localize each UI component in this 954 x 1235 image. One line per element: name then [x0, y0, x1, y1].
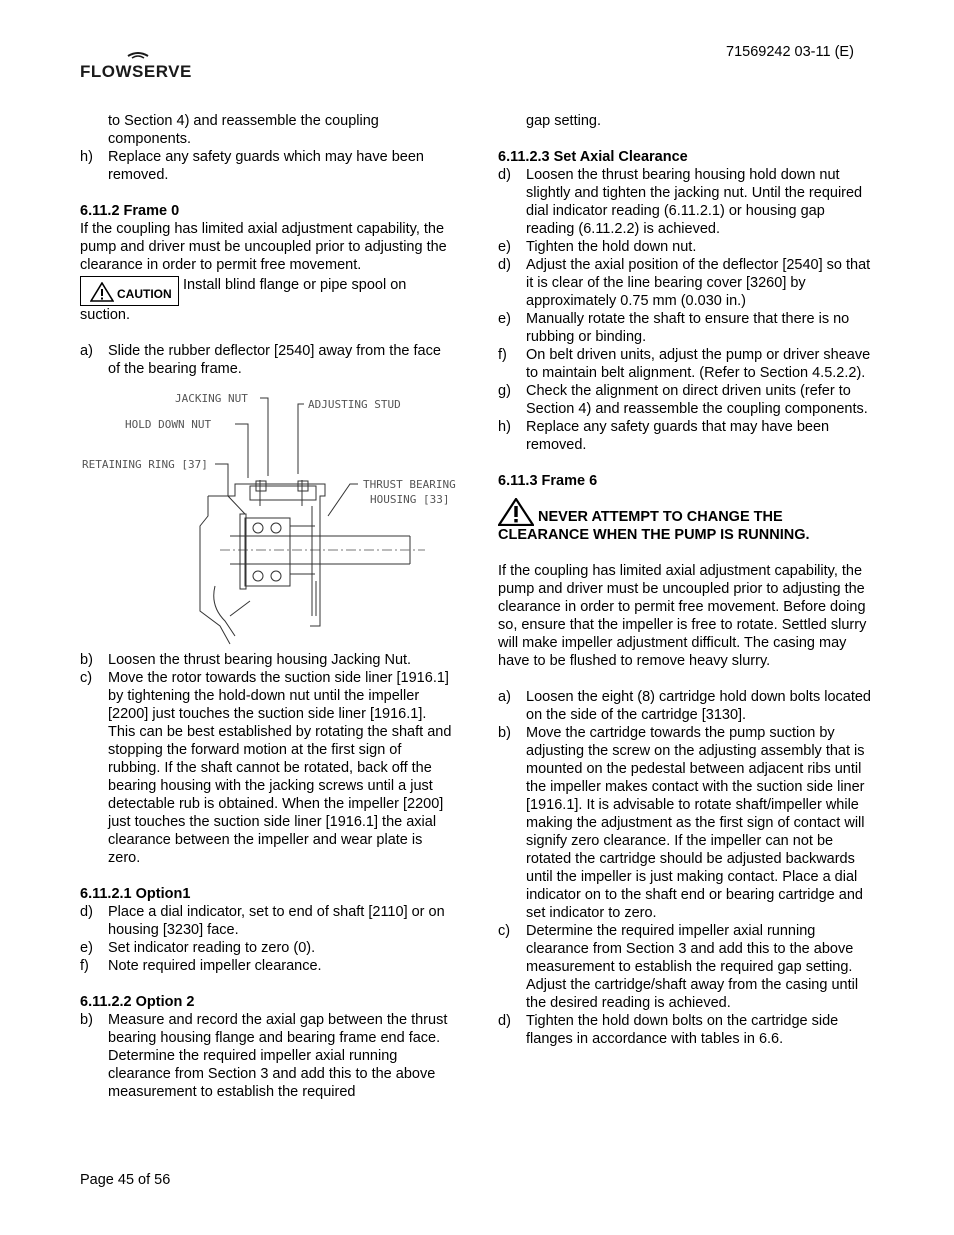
list-item	[80, 342, 456, 378]
bearing-housing-diagram	[80, 386, 480, 651]
list-text: Loosen the eight (8) cartridge hold down bolts located on the side of the cartridge [3130].	[526, 689, 871, 723]
list-text: On belt driven units, adjust the pump or driver sheave to maintain belt alignment. (Refer to Section 4.5.2.2).	[526, 347, 871, 381]
section-heading: 6.11.2.1 Option1	[80, 886, 191, 902]
list-label: h)	[80, 149, 93, 165]
list-item	[498, 346, 874, 382]
list-item	[498, 166, 874, 238]
list-text: Note required impeller clearance.	[108, 958, 322, 974]
list-text: Determine the required impeller axial running clearance from Section 3 and add this to the above measurement to establish the required gap setting. Adjust the cartridge/shaft away from the casing until the desired reading is achieved.	[526, 923, 859, 1011]
list-text: Tighten the hold down nut.	[526, 239, 697, 255]
label-thrust-bearing-1: THRUST BEARING	[363, 478, 456, 491]
list-text: Check the alignment on direct driven units (refer to Section 4) and reassemble the coupling components.	[526, 383, 868, 417]
list-text: Set indicator reading to zero (0).	[108, 940, 316, 956]
list-label: b)	[498, 725, 511, 741]
list-text: Slide the rubber deflector [2540] away from the face of the bearing frame.	[108, 343, 441, 377]
section-heading: 6.11.2.3 Set Axial Clearance	[498, 149, 688, 165]
list-item	[80, 939, 456, 957]
list-text: Place a dial indicator, set to end of shaft [2110] or on housing [3230] face.	[108, 904, 445, 938]
list-label: c)	[80, 670, 93, 686]
label-jacking-nut: JACKING NUT	[175, 392, 248, 405]
list-label: d)	[498, 1013, 511, 1029]
list-label: e)	[498, 311, 511, 327]
list-label: f)	[80, 958, 89, 974]
list-item	[498, 382, 874, 418]
list-label: e)	[498, 239, 511, 255]
list-item	[80, 1011, 456, 1101]
list-item	[498, 310, 874, 346]
list-text: Adjust the axial position of the deflector [2540] so that it is clear of the line bearing cover [3260] by approximately 0.75 mm (0.030 in.)	[526, 257, 871, 309]
list-text: Replace any safety guards that may have been removed.	[526, 419, 830, 453]
list-text: Move the rotor towards the suction side liner [1916.1] by tightening the hold-down nut until the impeller [2200] just touches the suction side liner [1916.1]. This can be best established by rotating the shaft and stopping the forward motion at the first sign of rubbing. If the shaft cannot be rotated, back off the bearing housing with the jacking screws until a just detectable rub is obtained. When the impeller [2200] just touches the suction side liner [1916.1] the axial clearance between the impeller and wear plate is zero.	[108, 670, 452, 866]
left-column	[80, 112, 456, 1101]
section-heading: 6.11.2.2 Option 2	[80, 994, 195, 1010]
right-column	[498, 112, 874, 1048]
label-retaining-ring: RETAINING RING [37]	[82, 458, 208, 471]
list-label: a)	[80, 343, 93, 359]
list-text: Measure and record the axial gap between the thrust bearing housing flange and bearing frame end face. Determine the required impeller axial running clearance from Section 3 and add this to the above measurement to establish the required	[108, 1012, 448, 1100]
paragraph: If the coupling has limited axial adjustment capability, the pump and driver must be uncoupled prior to adjusting the clearance in order to permit free movement.	[80, 221, 447, 273]
list-label: c)	[498, 923, 511, 939]
list-text: Loosen the thrust bearing housing Jacking Nut.	[108, 652, 412, 668]
list-label: e)	[80, 940, 93, 956]
flowserve-logo	[80, 50, 196, 86]
list-item	[80, 957, 456, 975]
list-item	[498, 418, 874, 454]
list-item	[80, 148, 456, 184]
list-item	[80, 903, 456, 939]
document-number: 71569242 03-11 (E)	[726, 44, 854, 60]
list-label: g)	[498, 383, 511, 399]
list-item	[498, 256, 874, 310]
label-thrust-bearing-2: HOUSING [33]	[370, 493, 450, 506]
list-label: b)	[80, 652, 93, 668]
section-heading: 6.11.2 Frame 0	[80, 203, 180, 219]
list-label: h)	[498, 419, 511, 435]
list-item	[498, 1012, 874, 1048]
list-item	[498, 688, 874, 724]
caution-icon	[80, 276, 179, 306]
continued-text: gap setting.	[526, 113, 601, 129]
list-item	[498, 238, 874, 256]
section-heading: 6.11.3 Frame 6	[498, 473, 598, 489]
list-text: Tighten the hold down bolts on the cartridge side flanges in accordance with tables in 6.6.	[526, 1013, 839, 1047]
list-item	[498, 724, 874, 922]
paragraph: If the coupling has limited axial adjustment capability, the pump and driver must be uncoupled prior to adjusting the clearance in order to permit free movement. Before doing so, ensure that the impeller is free to rotate. Settled slurry will make impeller adjustment difficult. The casing may have to be flushed to remove heavy slurry.	[498, 563, 867, 669]
caution-text: Install blind flange or pipe spool on suction.	[80, 277, 407, 323]
label-hold-down-nut: HOLD DOWN NUT	[125, 418, 212, 431]
continued-text: to Section 4) and reassemble the coupling components.	[108, 113, 379, 147]
caution-label: CAUTION	[117, 287, 172, 301]
list-item	[498, 922, 874, 1012]
list-label: d)	[498, 257, 511, 273]
list-text: Move the cartridge towards the pump suction by adjusting the screw on the adjusting assembly that is mounted on the pedestal between adjacent ribs until the impeller makes contact with the suction side liner [1916.1]. It is advisable to rotate shaft/impeller while making the adjustment as the first sign of contact will signify zero clearance. If the impeller can not be rotated the cartridge should be adjusted backwards until the impeller is just making contact. Place a dial indicator on to the shaft end or bearing cartridge and set indicator to zero.	[526, 725, 865, 921]
logo-wordmark: FLOWSERVE	[80, 62, 192, 81]
list-label: d)	[80, 904, 93, 920]
list-item	[80, 669, 456, 867]
label-adjusting-stud: ADJUSTING STUD	[308, 398, 401, 411]
caution-note	[80, 276, 456, 324]
list-label: b)	[80, 1012, 93, 1028]
page-number: Page 45 of 56	[80, 1172, 171, 1188]
warning-text: NEVER ATTEMPT TO CHANGE THE CLEARANCE WHEN THE PUMP IS RUNNING.	[498, 509, 810, 543]
warning-icon	[498, 498, 534, 526]
list-text: Manually rotate the shaft to ensure that there is no rubbing or binding.	[526, 311, 850, 345]
warning-note	[498, 498, 874, 544]
list-text: Loosen the thrust bearing housing hold down nut slightly and tighten the jacking nut. Until the required dial indicator reading (6.11.2.1) or housing gap reading (6.11.2.2) is achieved.	[526, 167, 863, 237]
list-label: d)	[498, 167, 511, 183]
list-label: a)	[498, 689, 511, 705]
list-item	[80, 651, 456, 669]
list-text: Replace any safety guards which may have been removed.	[108, 149, 424, 183]
list-label: f)	[498, 347, 507, 363]
